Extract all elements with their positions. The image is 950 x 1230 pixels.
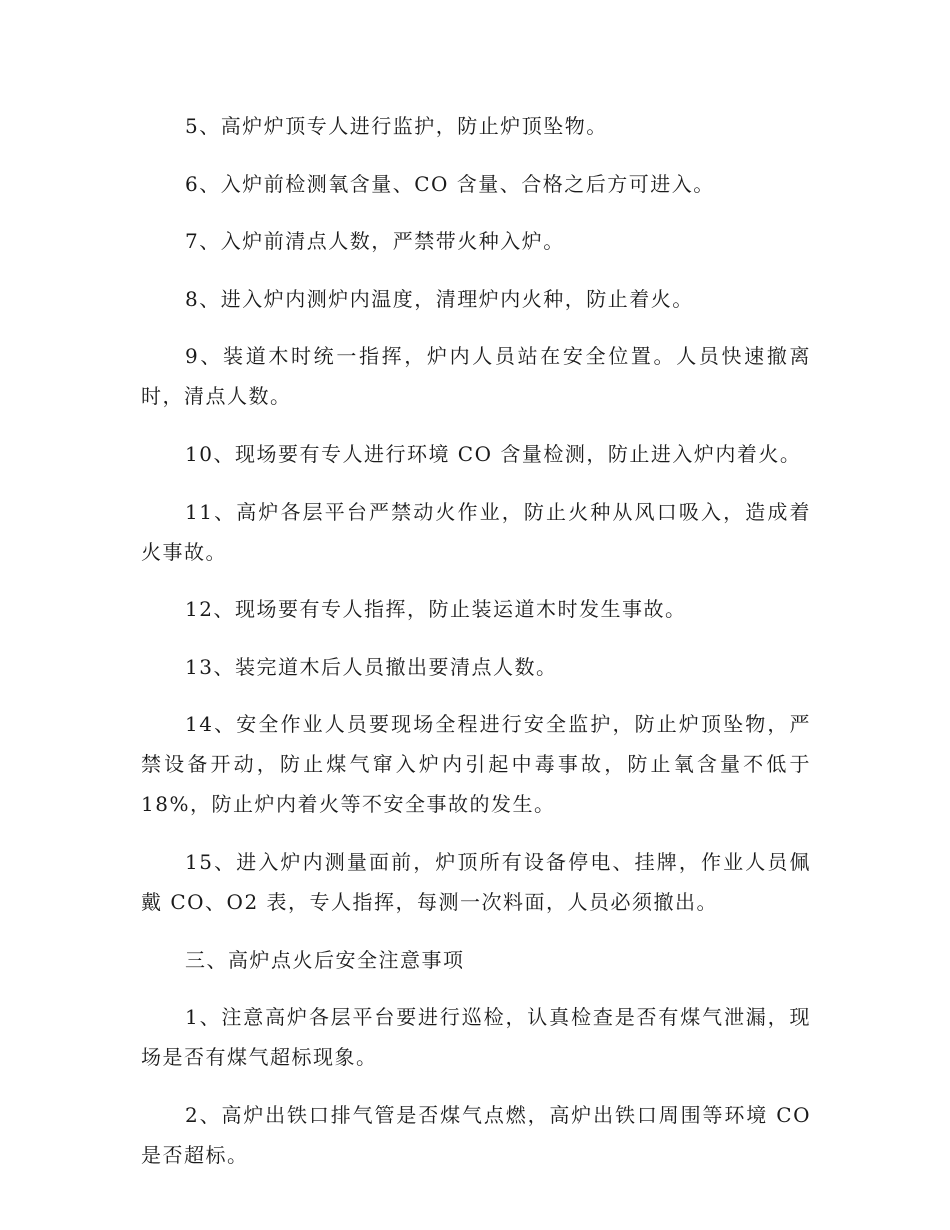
document-body [141, 106, 811, 1192]
paragraph-item-6: 6、入炉前检测氧含量、CO 含量、合格之后方可进入。 [185, 171, 715, 196]
paragraph-item-9: 9、装道木时统一指挥，炉内人员站在安全位置。人员快速撤离时，清点人数。 [141, 344, 811, 409]
paragraph-item-11: 11、高炉各层平台严禁动火作业，防止火种从风口吸入，造成着火事故。 [141, 499, 811, 564]
paragraph-item-2: 2、高炉出铁口排气管是否煤气点燃，高炉出铁口周围等环境 CO 是否超标。 [141, 1102, 811, 1167]
paragraph-item-5: 5、高炉炉顶专人进行监护，防止炉顶坠物。 [185, 114, 608, 138]
paragraph-item-12: 12、现场要有专人指挥，防止装运道木时发生事故。 [185, 597, 687, 622]
paragraph-item-7: 7、入炉前清点人数，严禁带火种入炉。 [185, 229, 565, 254]
paragraph-item-10: 10、现场要有专人进行环境 CO 含量检测，防止进入炉内着火。 [185, 441, 802, 466]
paragraph-item-13: 13、装完道木后人员撤出要清点人数。 [185, 654, 558, 679]
section-heading: 三、高炉点火后安全注意事项 [185, 947, 465, 972]
paragraph-item-1: 1、注意高炉各层平台要进行巡检，认真检查是否有煤气泄漏，现场是否有煤气超标现象。 [141, 1005, 811, 1070]
paragraph-item-8: 8、进入炉内测炉内温度，清理炉内火种，防止着火。 [185, 286, 694, 311]
paragraph-item-14: 14、安全作业人员要现场全程进行安全监护，防止炉顶坠物，严禁设备开动，防止煤气窜入炉内引起中毒事故，防止氧含量不低于 18%，防止炉内着火等不安全事故的发生。 [141, 712, 811, 817]
paragraph-item-15: 15、进入炉内测量面前，炉顶所有设备停电、挂牌，作业人员佩戴 CO、O2 表，专人指挥，每测一次料面，人员必须撤出。 [141, 849, 811, 914]
